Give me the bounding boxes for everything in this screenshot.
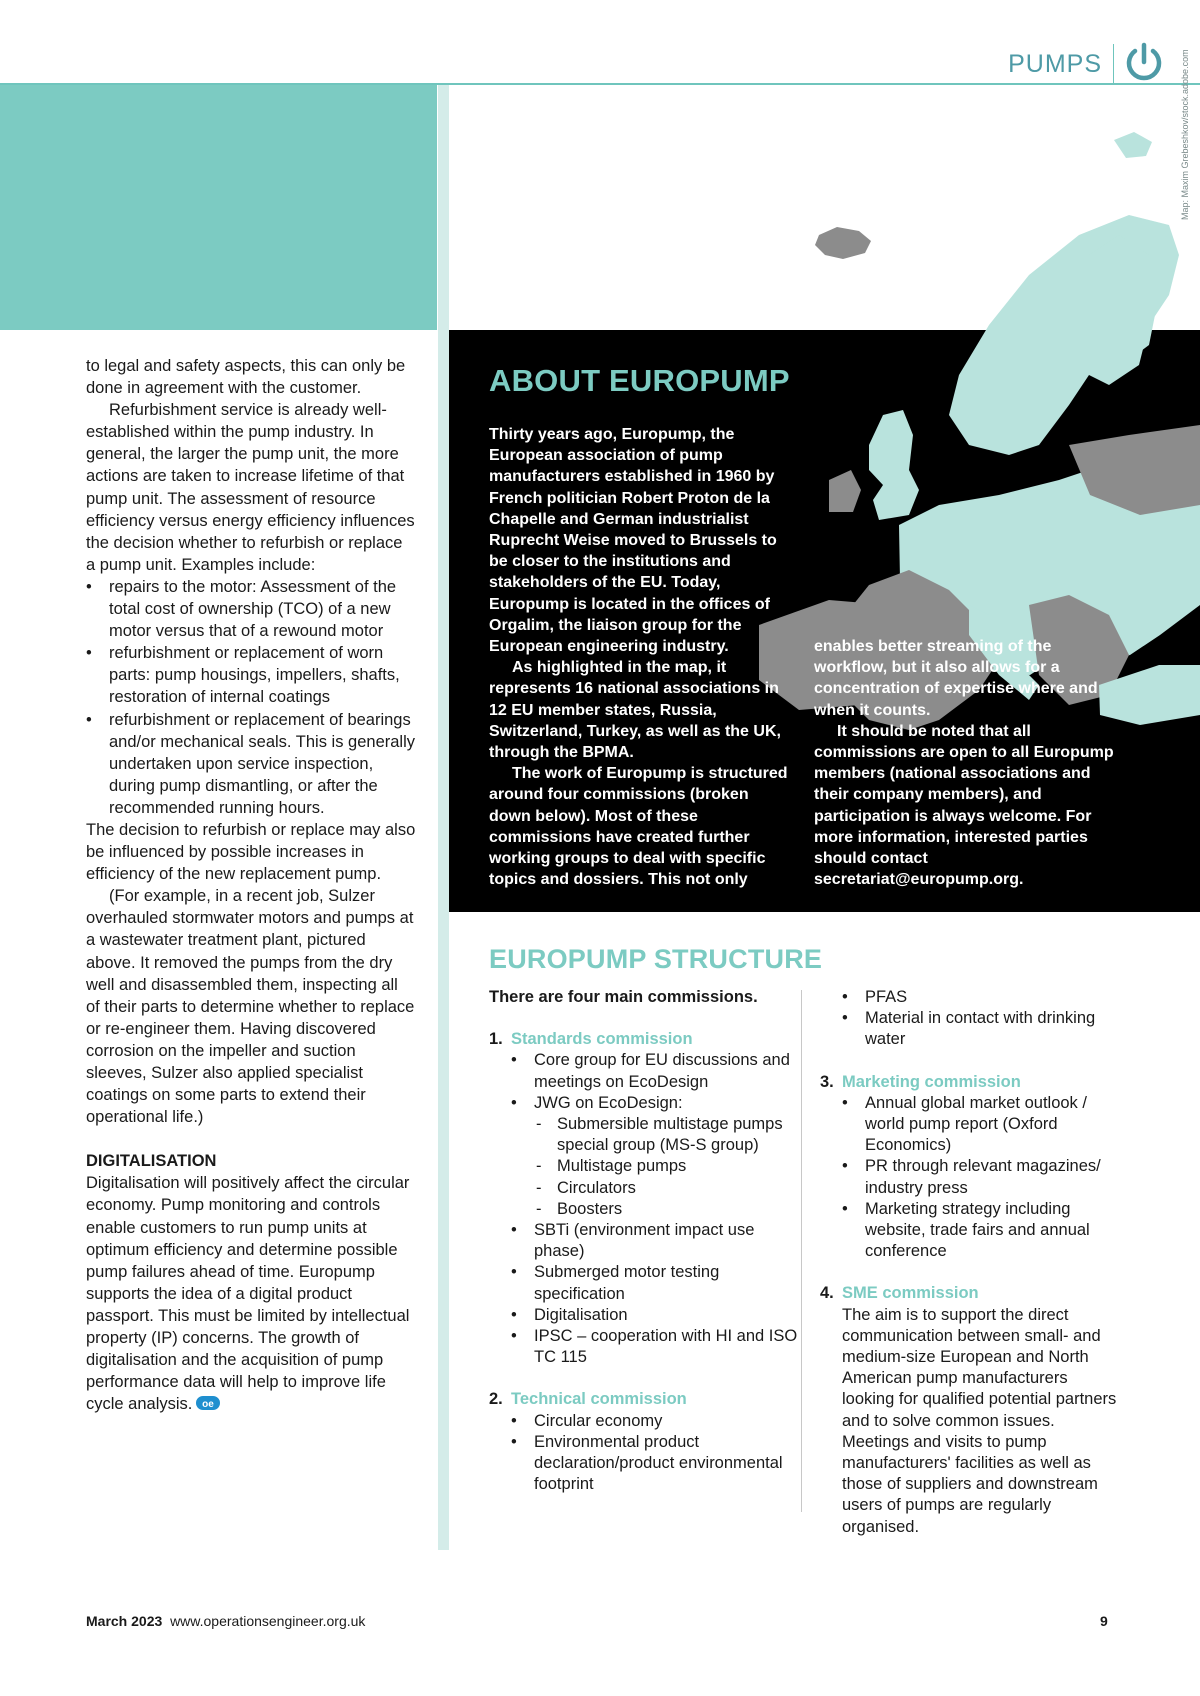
structure-column-right (820, 987, 1120, 1538)
technical-commission-continued (820, 987, 1120, 1051)
list-item: • Circular economy (511, 1411, 799, 1432)
about-column-right (814, 636, 1114, 890)
map-credit: Map: Maxim Grebeshkov/stock.adobe.com (1180, 49, 1190, 220)
paragraph: The work of Europump is structured around four commissions (broken down below). Most of these commissions have created further working groups to deal with specific topics and dossiers. This not only (489, 765, 788, 889)
left-article-column (86, 355, 416, 1415)
list-item: • Environmental product declaration/product environmental footprint (511, 1432, 799, 1496)
paragraph: As highlighted in the map, it represents 16 national associations in 12 EU member states, Russia, Switzerland, Turkey, as well as the UK, through the BPMA. (489, 659, 781, 762)
map-ireland (829, 470, 861, 512)
commission-technical (489, 1389, 799, 1495)
list-item: • Material in contact with drinking water (842, 1008, 1120, 1050)
teal-image-block (0, 85, 437, 330)
section-label: PUMPS (1008, 50, 1102, 78)
commission-name: Marketing commission (842, 1072, 1021, 1091)
paragraph: Refurbishment service is already well-established within the pump industry. In general, the larger the pump unit, the more actions are taken to increase lifetime of that pump unit. The assessment of resource efficiency versus energy efficiency influences the decision whether to refurbish or replace a pump unit. Examples include: (86, 401, 415, 574)
commission-marketing (820, 1072, 1120, 1263)
sub-list-item: - Multistage pumps (534, 1156, 799, 1177)
footer (86, 1613, 365, 1629)
website-link[interactable]: www.operationsengineer.org.uk (170, 1613, 366, 1629)
oe-logo-icon (196, 1396, 220, 1410)
paragraph-text: Digitalisation will positively affect the circular economy. Pump monitoring and controls enable customers to run pump units at optimum efficiency and determine possible pump failures ahead of time. Europump supports the idea of a digital product passport. This must be limited by intellectual property (IP) concerns. The growth of digitalisation and the acquisition of pump performance data will help to improve life cycle analysis. (86, 1174, 410, 1414)
list-item: • Marketing strategy including website, trade fairs and annual conference (842, 1199, 1120, 1263)
power-icon (1124, 42, 1164, 84)
paragraph: It should be noted that all commissions are open to all Europump members (national associations and their company members), and participation is always welcome. For more information, interested parties should contact secretariat@europump.org. (814, 722, 1114, 889)
about-title: ABOUT EUROPUMP (489, 363, 790, 398)
teal-side-strip (438, 85, 449, 1550)
list-item: • Submerged motor testing specification (511, 1262, 799, 1304)
paragraph (86, 1172, 416, 1415)
commission-standards (489, 1029, 799, 1368)
about-column-left (489, 424, 794, 890)
list-item: • IPSC – cooperation with HI and ISO TC 115 (511, 1326, 799, 1368)
list-item: • Annual global market outlook / world pump report (Oxford Economics) (842, 1093, 1120, 1157)
page-number: 9 (1100, 1613, 1108, 1629)
column-divider (801, 990, 802, 1512)
list-item: • PFAS (842, 987, 1120, 1008)
paragraph: enables better streaming of the workflow, but it also allows for a concentration of expertise where and when it counts. (814, 638, 1098, 719)
map-iceland (815, 227, 871, 259)
commission-number: 4. (820, 1284, 834, 1303)
structure-intro: There are four main commissions. (489, 988, 758, 1006)
list-item: • Digitalisation (511, 1305, 799, 1326)
sub-list-item: - Submersible multistage pumps special group (MS-S group) (534, 1114, 799, 1156)
map-north-islands (1114, 132, 1152, 158)
list-item: • refurbishment or replacement of worn parts: pump housings, impellers, shafts, restoration of internal coatings (86, 642, 416, 708)
map-finland (1079, 235, 1159, 375)
commission-number: 2. (489, 1390, 503, 1409)
commission-number: 3. (820, 1072, 834, 1091)
list-item: • SBTi (environment impact use phase) (511, 1220, 799, 1262)
list-item: • repairs to the motor: Assessment of the total cost of ownership (TCO) of a new motor versus that of a rewound motor (86, 576, 416, 642)
structure-title: EUROPUMP STRUCTURE (489, 944, 823, 974)
section-heading: DIGITALISATION (86, 1152, 217, 1171)
commission-number: 1. (489, 1030, 503, 1049)
list-item: • PR through relevant magazines/ industry press (842, 1156, 1120, 1198)
list-item: • refurbishment or replacement of bearings and/or mechanical seals. This is generally undertaken upon service inspection, during pump dismantling, or after the recommended running hours. (86, 709, 416, 819)
commission-sme (820, 1283, 1120, 1537)
paragraph: to legal and safety aspects, this can only be done in agreement with the customer. (86, 357, 406, 398)
commission-name: Technical commission (511, 1390, 687, 1409)
header-separator (1113, 44, 1114, 86)
commission-description: The aim is to support the direct communication between small- and medium-size European and North American pump manufacturers looking for qualified potential partners and to solve common issues. Meetings and visits to pump manufacturers' facilities as well as those of suppliers and downstream users of pumps are regularly organised. (842, 1305, 1117, 1536)
sub-list-item: - Circulators (534, 1178, 799, 1199)
examples-list (86, 576, 416, 819)
issue-date: March 2023 (86, 1613, 163, 1629)
commission-name: SME commission (842, 1284, 979, 1303)
oe-logo-text: oe (202, 1399, 215, 1411)
structure-column-left (489, 987, 799, 1495)
sub-list-item: - Boosters (534, 1199, 799, 1220)
paragraph: Thirty years ago, Europump, the European association of pump manufacturers established in 1960 by French politician Robert Proton de la Chapelle and German industrialist Ruprecht Weise moved to Brussels to be closer to the institutions and stakeholders of the EU. Today, Europump is located in the offices of Orgalim, the liaison group for the European engineering industry. (489, 426, 777, 656)
paragraph: The decision to refurbish or replace may also be influenced by possible increases in efficiency of the new replacement pump. (86, 820, 416, 884)
map-britain (869, 410, 919, 520)
list-item: • JWG on EcoDesign: (511, 1093, 799, 1114)
list-item: • Core group for EU discussions and meetings on EcoDesign (511, 1050, 799, 1092)
paragraph: (For example, in a recent job, Sulzer overhauled stormwater motors and pumps at a wastewater treatment plant, pictured above. It removed the pumps from the dry well and disassembled them, inspecting all of their parts to determine whether to replace or re-engineer them. Having discovered corrosion on the impeller and suction sleeves, Sulzer also applied specialist coatings on some parts to extend their operational life.) (86, 887, 415, 1127)
commission-name: Standards commission (511, 1030, 693, 1049)
